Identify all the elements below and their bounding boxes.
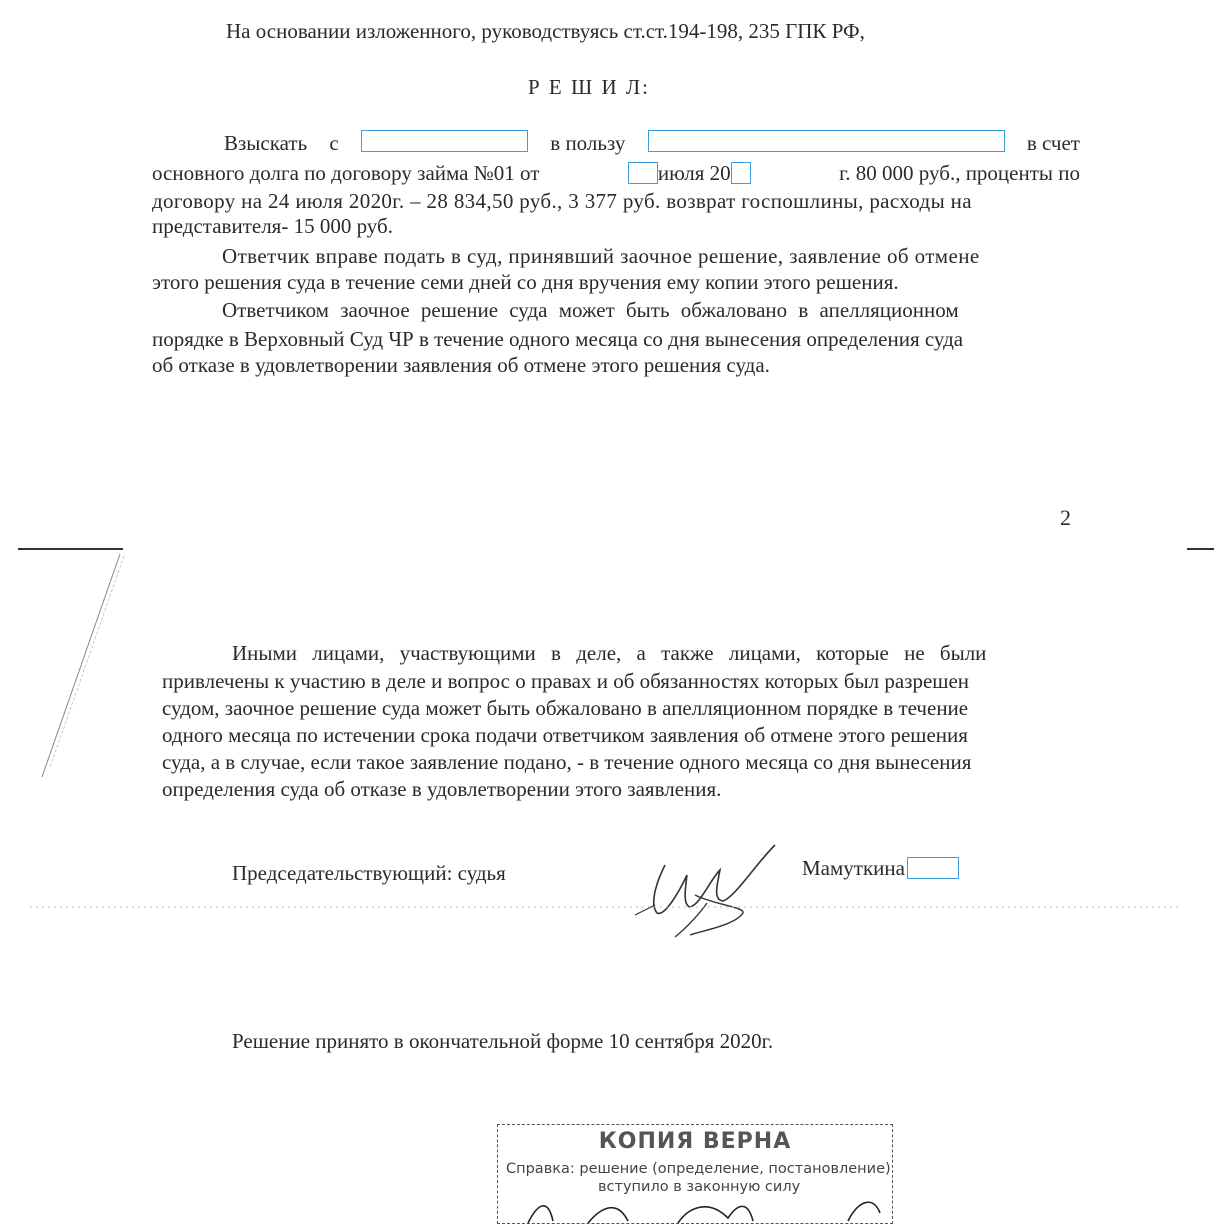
decision-line-1: [150, 130, 1080, 156]
intro-line: На основании изложенного, руководствуясь ст.ст.194-198, 235 ГПК РФ,: [226, 19, 865, 43]
redacted-year: [731, 162, 751, 184]
page-number: 2: [1060, 505, 1071, 530]
amount-text: г. 80 000 руб., проценты по: [839, 161, 1080, 185]
judge-surname: Мамуткина: [802, 856, 905, 880]
presiding-label: Председательствующий: судья: [232, 861, 506, 885]
redacted-plaintiff-name: [648, 130, 1005, 152]
appeal-line-5: об отказе в удовлетворении заявления об отмене этого решения суда.: [152, 353, 770, 377]
decision-line-2: [152, 160, 1080, 186]
decision-heading: Р Е Ш И Л:: [528, 75, 650, 99]
stamp-line-1: Справка: решение (определение, постановление): [506, 1161, 891, 1177]
stamp-handwriting: [508, 1193, 888, 1225]
others-line-4: одного месяца по истечении срока подачи ответчиком заявления об отмене этого решения: [162, 723, 968, 747]
scan-artifact-line: [0, 905, 1214, 909]
stamp-title: КОПИЯ ВЕРНА: [598, 1129, 792, 1154]
word-s: с: [329, 131, 339, 155]
word-v-polzu: в пользу: [550, 131, 626, 155]
decision-line-3: договору на 24 июля 2020г. – 28 834,50 руб., 3 377 руб. возврат госпошлины, расходы на: [152, 189, 972, 213]
appeal-line-4: порядке в Верховный Суд ЧР в течение одного месяца со дня вынесения определения суда: [152, 327, 964, 351]
redacted-defendant-name: [361, 130, 528, 152]
word-v-schet: в счет: [1026, 131, 1080, 155]
others-line-3: судом, заочное решение суда может быть обжаловано в апелляционном порядке в течение: [162, 696, 969, 720]
others-line-1: Иными лицами, участвующими в деле, а также лицами, которые не были: [232, 641, 987, 665]
redacted-judge-initials: [907, 857, 959, 879]
month-text: июля 20: [657, 161, 731, 185]
others-line-5: суда, а в случае, если такое заявление подано, - в течение одного месяца со дня вынесения: [162, 750, 972, 774]
appeal-line-3: Ответчиком заочное решение суда может быть обжаловано в апелляционном: [222, 298, 959, 322]
others-line-2: привлечены к участию в деле и вопрос о правах и об обязанностях которых был разрешен: [162, 669, 970, 693]
word-vzyskat: Взыскать: [224, 131, 308, 155]
final-form-line: Решение принято в окончательной форме 10 сентября 2020г.: [232, 1029, 774, 1053]
stamp-line-2: вступило в законную силу: [598, 1179, 801, 1195]
loan-text: основного долга по договору займа №01 от: [152, 161, 540, 185]
judge-name: [802, 855, 959, 881]
others-line-6: определения суда об отказе в удовлетворении этого заявления.: [162, 777, 722, 801]
certified-copy-stamp: [497, 1124, 893, 1224]
judge-signature: [595, 835, 785, 945]
appeal-line-1: Ответчик вправе подать в суд, принявший заочное решение, заявление об отмене: [222, 244, 980, 268]
redacted-day: [628, 162, 658, 184]
decision-line-4: представителя- 15 000 руб.: [152, 214, 393, 238]
page-1-fragment: [0, 0, 1214, 545]
appeal-line-2: этого решения суда в течение семи дней со дня вручения ему копии этого решения.: [152, 270, 899, 294]
